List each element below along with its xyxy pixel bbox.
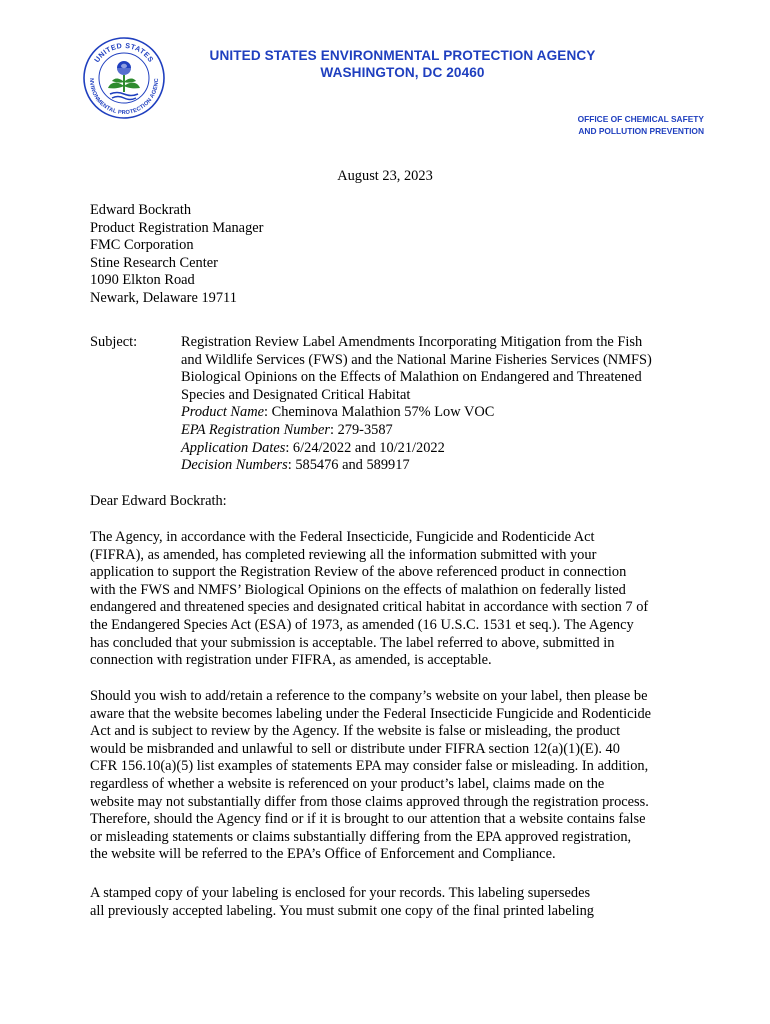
seal-text-top: UNITED STATES (92, 40, 156, 65)
office-line-2: AND POLLUTION PREVENTION (578, 125, 704, 136)
epa-seal-icon (82, 36, 166, 120)
recipient-name: Edward Bockrath (90, 202, 192, 218)
field-value: : 585476 and 589917 (287, 457, 410, 474)
subject-line: Registration Review Label Amendments Incorporating Mitigation from the Fish (181, 334, 643, 350)
subject-line: Species and Designated Critical Habitat (181, 386, 411, 403)
paragraph-3 (90, 885, 690, 920)
registration-number-field (181, 422, 691, 440)
seal-text-bottom: NVIRONMENTAL PROTECTION AGENC (87, 78, 161, 117)
recipient-address (90, 202, 650, 308)
letter-date: August 23, 2023 (337, 168, 433, 184)
field-value: : 6/24/2022 and 10/21/2022 (285, 439, 445, 456)
text-line: the website will be referred to the EPA’s Office of Enforcement and Compliance. (90, 846, 556, 863)
decision-numbers-field (181, 457, 691, 475)
text-line: A stamped copy of your labeling is enclosed for your records. This labeling supersedes (90, 885, 591, 901)
field-label: Product Name (181, 404, 264, 421)
paragraph-1 (90, 529, 690, 670)
recipient-city: Newark, Delaware 19711 (90, 289, 237, 306)
text-line: with the FWS and NMFS’ Biological Opinions on the effects of malathion on federally listed (90, 581, 626, 598)
agency-header (180, 47, 625, 81)
text-line: Therefore, should the Agency find or if it is brought to our attention that a website contains false (90, 811, 646, 828)
text-line: (FIFRA), as amended, has completed reviewing all the information submitted with your (90, 546, 597, 563)
recipient-site: Stine Research Center (90, 254, 218, 271)
text-line: connection with registration under FIFRA, as amended, is acceptable. (90, 652, 492, 669)
text-line: aware that the website becomes labeling under the Federal Insecticide Fungicide and Rodenticide (90, 705, 652, 722)
text-line: or misleading statements or claims substantially differing from the EPA approved registration, (90, 828, 632, 845)
paragraph-2 (90, 688, 690, 864)
recipient-company: FMC Corporation (90, 237, 194, 254)
application-dates-field (181, 440, 691, 458)
text-line: application to support the Registration Review of the above referenced product in connection (90, 564, 627, 581)
text-line: Act and is subject to review by the Agency. If the website is false or misleading, the product (90, 723, 621, 740)
office-line-1: OFFICE OF CHEMICAL SAFETY (577, 114, 704, 124)
text-line: would be misbranded and unlawful to sell or distribute under FIFRA section 12(a)(1)(E). 40 (90, 740, 620, 757)
salutation: Dear Edward Bockrath: (90, 493, 227, 509)
text-line: all previously accepted labeling. You must submit one copy of the final printed labeling (90, 902, 594, 919)
office-name (578, 114, 704, 137)
subject-block (181, 334, 691, 475)
product-name-field (181, 404, 691, 422)
subject-label: Subject: (90, 334, 138, 350)
text-line: Should you wish to add/retain a reference to the company’s website on your label, then please be (90, 688, 648, 704)
text-line: website may not substantially differ from those claims approved through the registration process. (90, 793, 649, 810)
field-value: : Cheminova Malathion 57% Low VOC (264, 404, 495, 421)
field-label: Application Dates (181, 439, 286, 456)
text-line: endangered and threatened species and designated critical habitat in accordance with section 7 of (90, 599, 649, 616)
text-line: regardless of whether a website is referenced on your product’s label, claims made on the (90, 775, 605, 792)
field-label: EPA Registration Number (181, 421, 330, 438)
text-line: the Endangered Species Act (ESA) of 1973, as amended (16 U.S.C. 1531 et seq.). The Agency (90, 616, 634, 633)
text-line: CFR 156.10(a)(5) list examples of statements EPA may consider false or misleading. In addition, (90, 758, 649, 775)
text-line: has concluded that your submission is acceptable. The label referred to above, submitted in (90, 634, 615, 651)
recipient-street: 1090 Elkton Road (90, 272, 195, 289)
agency-name: UNITED STATES ENVIRONMENTAL PROTECTION AGENCY (209, 48, 596, 63)
text-line: The Agency, in accordance with the Federal Insecticide, Fungicide and Rodenticide Act (90, 529, 595, 545)
recipient-title: Product Registration Manager (90, 219, 264, 236)
subject-line: Biological Opinions on the Effects of Malathion on Endangered and Threatened (181, 369, 642, 386)
agency-location: WASHINGTON, DC 20460 (320, 65, 485, 80)
field-value: : 279-3587 (329, 421, 393, 438)
field-label: Decision Numbers (181, 457, 288, 474)
subject-line: and Wildlife Services (FWS) and the National Marine Fisheries Services (NMFS) (181, 351, 652, 368)
